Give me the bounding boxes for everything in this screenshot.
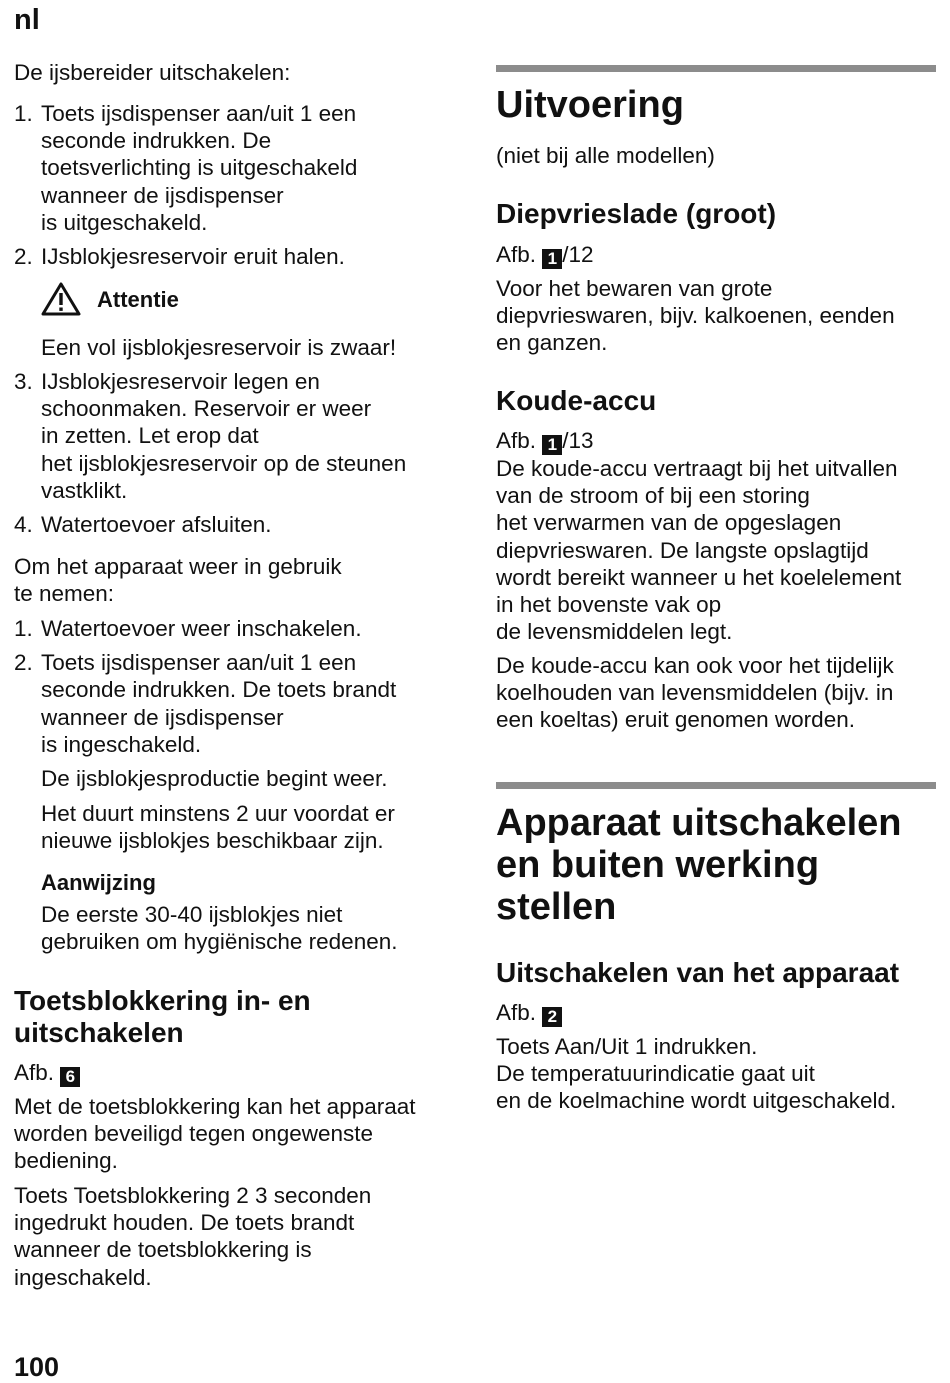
steps-list-b xyxy=(14,368,464,538)
text-line: van de stroom of bij een storing xyxy=(496,483,810,509)
figure-badge: 1 xyxy=(542,249,562,269)
step-line: het ijsblokjesreservoir op de steunen xyxy=(41,450,407,476)
text-line: Met de toetsblokkering kan het apparaat xyxy=(14,1094,416,1119)
step-number: 1. xyxy=(14,101,33,126)
text-line: De koude-accu vertraagt bij het uitvallen xyxy=(496,456,898,481)
note-title: Aanwijzing xyxy=(41,870,156,895)
step-number: 3. xyxy=(14,369,33,394)
text-line: in het bovenste vak op xyxy=(496,592,722,618)
text-line: De koude-accu kan ook voor het tijdelijk xyxy=(496,653,894,678)
figure-prefix: Afb. xyxy=(496,1000,537,1025)
text-line: ingeschakeld. xyxy=(14,1264,152,1290)
steps-list-c xyxy=(14,615,464,758)
step-line: wanneer de ijsdispenser xyxy=(41,182,284,208)
accu-figure-ref xyxy=(496,427,594,455)
lock-figure-ref xyxy=(14,1059,80,1087)
drawer-figure-ref xyxy=(496,241,594,269)
text-line: een koeltas) eruit genomen worden. xyxy=(496,707,855,733)
figure-badge: 6 xyxy=(60,1067,80,1087)
text-line: wanneer de toetsblokkering is xyxy=(14,1237,312,1263)
text-line: De eerste 30-40 ijsblokjes niet xyxy=(41,902,343,927)
section-divider xyxy=(496,65,936,72)
figure-suffix: /13 xyxy=(562,428,594,453)
accu-paragraph-2 xyxy=(496,652,938,734)
text-line: diepvrieswaren, bijv. kalkoenen, eenden xyxy=(496,303,895,329)
figure-badge: 2 xyxy=(542,1007,562,1027)
list-item xyxy=(14,243,464,270)
text-line: Toets Toetsblokkering 2 3 seconden xyxy=(14,1183,372,1208)
warning-heading xyxy=(14,282,179,316)
list-item xyxy=(14,649,464,758)
step-number: 4. xyxy=(14,512,33,538)
step-line: vastklikt. xyxy=(41,477,128,503)
figure-prefix: Afb. xyxy=(496,428,537,453)
text-line: gebruiken om hygiënische redenen. xyxy=(41,929,398,955)
text-line: en ganzen. xyxy=(496,330,608,356)
after-text-1: De ijsblokjesproductie begint weer. xyxy=(41,766,388,791)
figure-prefix: Afb. xyxy=(496,242,537,267)
accu-heading: Koude-accu xyxy=(496,385,657,416)
page-number: 100 xyxy=(14,1352,60,1382)
note-text xyxy=(14,901,397,955)
step-number: 2. xyxy=(14,244,33,270)
warning-title: Attentie xyxy=(97,286,179,312)
title-line: stellen xyxy=(496,886,617,928)
heading-line: Toetsblokkering in- en xyxy=(14,985,311,1016)
section-divider xyxy=(496,782,936,789)
step-line: is ingeschakeld. xyxy=(41,731,202,757)
step-line: Watertoevoer weer inschakelen. xyxy=(41,616,362,641)
text-line: het verwarmen van de opgeslagen xyxy=(496,510,842,536)
drawer-text xyxy=(496,275,938,357)
text-line: de levensmiddelen legt. xyxy=(496,619,733,645)
step-line: in zetten. Let erop dat xyxy=(41,423,259,449)
title-line: en buiten werking xyxy=(496,844,820,886)
step-number: 2. xyxy=(14,650,33,676)
accu-paragraph-1 xyxy=(496,455,938,645)
text-line: Om het apparaat weer in gebruik xyxy=(14,554,342,579)
shutdown-title xyxy=(496,802,938,928)
figure-prefix: Afb. xyxy=(14,1060,55,1085)
shutdown-figure-ref xyxy=(496,999,562,1027)
step-number: 1. xyxy=(14,616,33,641)
step-line: wanneer de ijsdispenser xyxy=(41,704,284,730)
step-line: Watertoevoer afsluiten. xyxy=(41,512,272,538)
intro-text: De ijsbereider uitschakelen: xyxy=(14,60,291,85)
text-line: Toets Aan/Uit 1 indrukken. xyxy=(496,1034,758,1059)
lock-paragraph-2 xyxy=(14,1182,464,1291)
step-line: IJsblokjesreservoir legen en xyxy=(41,369,320,394)
step-line: Toets ijsdispenser aan/uit 1 een xyxy=(41,650,357,676)
title-line: Apparaat uitschakelen xyxy=(496,802,902,844)
drawer-heading: Diepvrieslade (groot) xyxy=(496,198,777,229)
text-line: te nemen: xyxy=(14,581,115,607)
step-line: seconde indrukken. De xyxy=(41,128,272,154)
list-item xyxy=(14,100,464,236)
text-line: Het duurt minstens 2 uur voordat er xyxy=(41,801,395,826)
uitvoering-subtitle: (niet bij alle modellen) xyxy=(496,143,715,168)
shutdown-sub-heading: Uitschakelen van het apparaat xyxy=(496,957,900,988)
text-line: ingedrukt houden. De toets brandt xyxy=(14,1210,355,1236)
list-item xyxy=(14,368,464,504)
text-line: De temperatuurindicatie gaat uit xyxy=(496,1061,815,1087)
language-label: nl xyxy=(14,4,40,36)
list-item xyxy=(14,511,464,538)
text-line: diepvrieswaren. De langste opslagtijd xyxy=(496,537,869,563)
restart-intro xyxy=(14,553,464,607)
text-line: nieuwe ijsblokjes beschikbaar zijn. xyxy=(41,828,384,854)
list-item xyxy=(14,615,464,642)
lock-heading xyxy=(14,985,464,1049)
step-line: Toets ijsdispenser aan/uit 1 een xyxy=(41,101,357,126)
steps-list-a xyxy=(14,100,464,270)
warning-triangle-icon xyxy=(41,282,81,316)
text-line: bediening. xyxy=(14,1148,118,1174)
step-line: seconde indrukken. De toets brandt xyxy=(41,677,397,703)
uitvoering-title: Uitvoering xyxy=(496,84,684,126)
step-line: IJsblokjesreservoir eruit halen. xyxy=(41,244,345,270)
step-line: is uitgeschakeld. xyxy=(41,209,208,235)
lock-paragraph-1 xyxy=(14,1093,464,1175)
after-text-2 xyxy=(14,800,395,854)
figure-badge: 1 xyxy=(542,435,562,455)
step-line: toetsverlichting is uitgeschakeld xyxy=(41,155,358,181)
text-line: wordt bereikt wanneer u het koelelement xyxy=(496,564,902,590)
heading-line: uitschakelen xyxy=(14,1017,184,1048)
text-line: Voor het bewaren van grote xyxy=(496,276,773,301)
text-line: worden beveiligd tegen ongewenste xyxy=(14,1121,374,1147)
text-line: koelhouden van levensmiddelen (bijv. in xyxy=(496,680,894,706)
warning-text: Een vol ijsblokjesreservoir is zwaar! xyxy=(41,335,397,360)
figure-suffix: /12 xyxy=(562,242,594,267)
shutdown-text xyxy=(496,1033,938,1115)
step-line: schoonmaken. Reservoir er weer xyxy=(41,396,372,422)
text-line: en de koelmachine wordt uitgeschakeld. xyxy=(496,1088,897,1114)
